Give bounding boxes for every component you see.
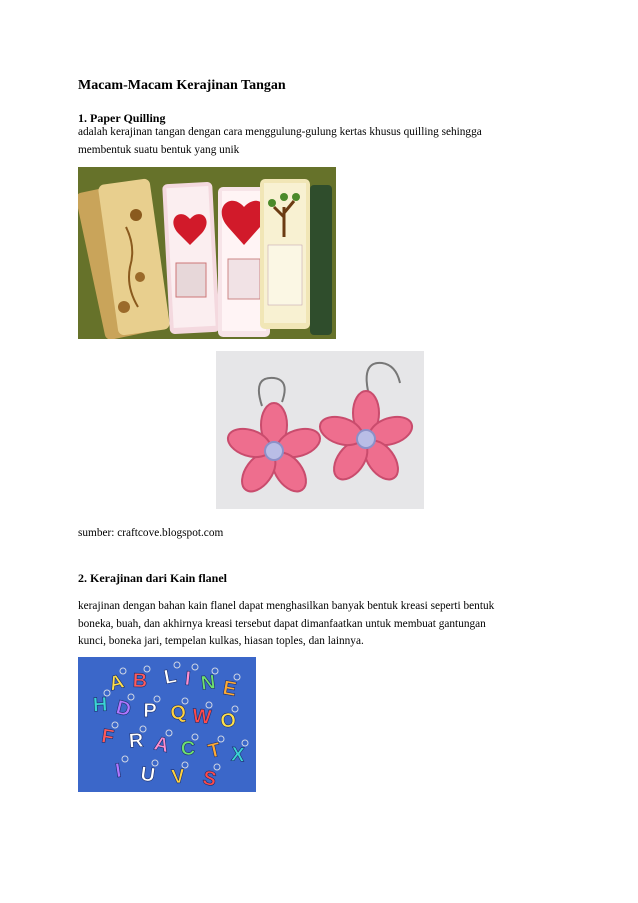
- felt-letter: I: [183, 667, 192, 691]
- felt-letter-keychains-image: [78, 657, 256, 792]
- page-title: Macam-Macam Kerajinan Tangan: [78, 78, 286, 93]
- felt-letter: V: [170, 765, 186, 789]
- felt-letter: H: [92, 693, 108, 717]
- quilling-earrings-image: [216, 351, 424, 509]
- paragraph-line: boneka, buah, dan akhirnya kreasi tersebut dapat dimanfaatkan untuk membuat gantungan: [78, 617, 486, 630]
- paragraph-line: adalah kerajinan tangan dengan cara menggulung-gulung kertas khusus quilling sehingga: [78, 126, 482, 138]
- felt-letter: T: [206, 738, 223, 764]
- felt-letter: R: [128, 729, 145, 753]
- felt-letter: O: [219, 709, 238, 733]
- quilling-bookmarks-image: [78, 167, 336, 339]
- felt-letter: W: [191, 705, 213, 729]
- felt-letter: D: [113, 696, 134, 722]
- felt-letter: Q: [168, 700, 189, 726]
- felt-letter: F: [99, 725, 116, 749]
- paragraph-line: kerajinan dengan bahan kain flanel dapat menghasilkan banyak bentuk kreasi seperti bentuk: [78, 600, 495, 612]
- felt-letter: N: [199, 671, 217, 695]
- section-heading-paper-quilling: 1. Paper Quilling: [78, 111, 166, 125]
- section-paragraph-kain-flanel: [78, 598, 558, 651]
- paragraph-line: membentuk suatu bentuk yang unik: [78, 143, 240, 156]
- felt-letter: I: [113, 759, 123, 783]
- section-heading-kain-flanel: 2. Kerajinan dari Kain flanel: [78, 571, 228, 585]
- image-source-text: sumber: craftcove.blogspot.com: [78, 527, 224, 539]
- felt-letter: C: [180, 738, 196, 760]
- felt-letter: B: [132, 669, 148, 693]
- felt-letter: A: [106, 670, 127, 696]
- felt-letter: S: [200, 766, 219, 792]
- felt-letter: X: [230, 743, 246, 767]
- felt-letter: E: [221, 676, 239, 701]
- felt-letter: U: [139, 763, 157, 787]
- section-paragraph-paper-quilling: [78, 124, 558, 159]
- felt-letter: A: [152, 732, 172, 758]
- felt-letter: L: [162, 664, 179, 689]
- felt-letter: P: [143, 699, 157, 723]
- paragraph-line: kunci, boneka jari, tempelan kulkas, hiasan toples, dan lainnya.: [78, 635, 364, 647]
